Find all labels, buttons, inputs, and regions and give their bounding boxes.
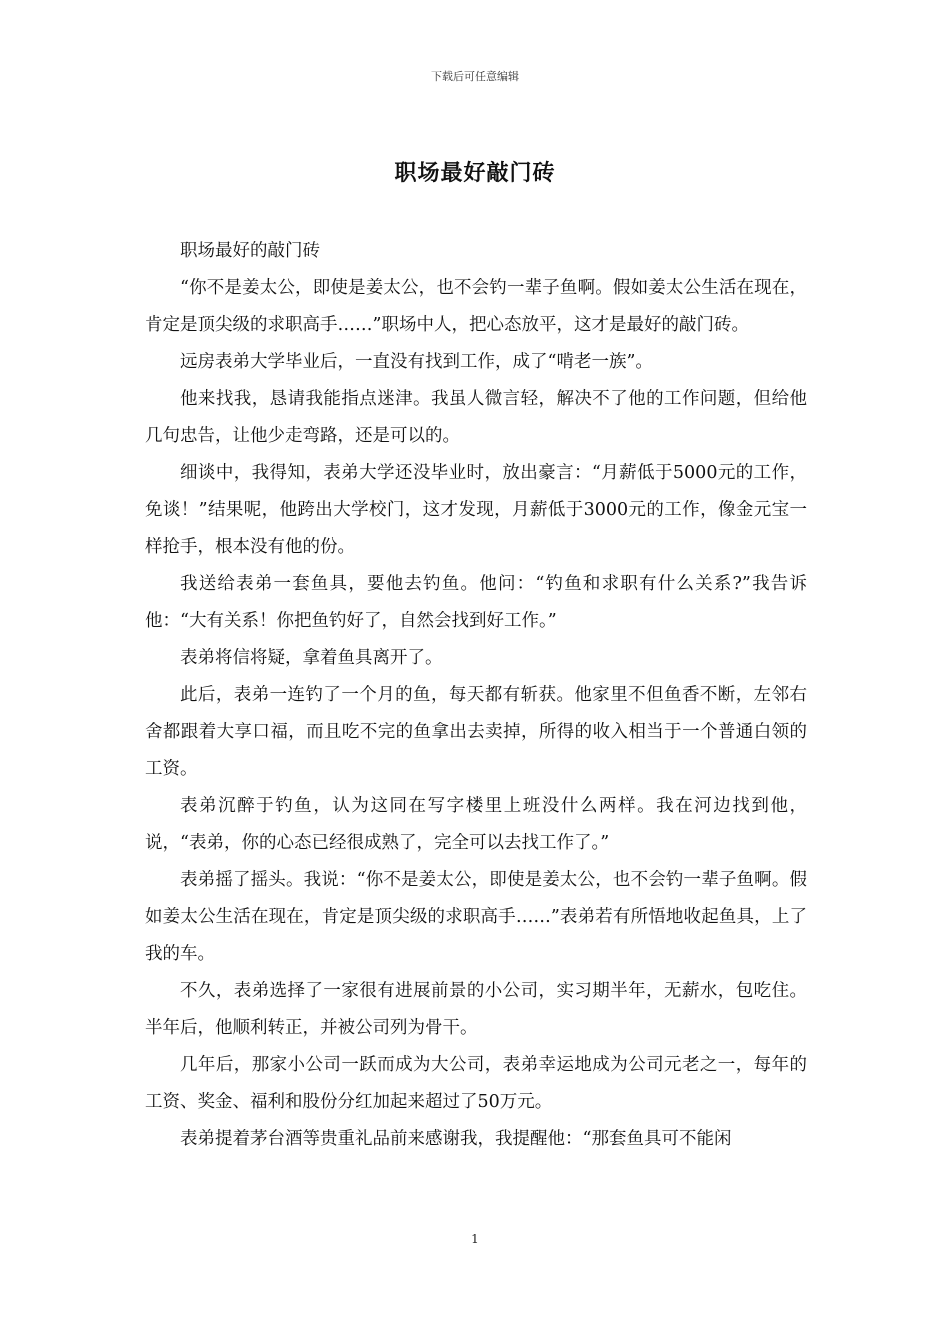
paragraph: 职场最好的敲门砖 <box>180 241 320 261</box>
paragraph: 表弟提着茅台酒等贵重礼品前来感谢我，我提醒他：“那套鱼具可不能闲 <box>180 1129 732 1149</box>
header-note: 下载后可任意编辑 <box>431 70 519 83</box>
paragraph: 远房表弟大学毕业后，一直没有找到工作，成了“啃老一族”。 <box>180 352 653 372</box>
paragraph: 几年后，那家小公司一跃而成为大公司，表弟幸运地成为公司元老之一，每年的工资、奖金、福利和股份分红加起来超过了50万元。 <box>145 1055 807 1112</box>
paragraph: 此后，表弟一连钓了一个月的鱼，每天都有斩获。他家里不但鱼香不断，左邻右舍都跟着大享口福，而且吃不完的鱼拿出去卖掉，所得的收入相当于一个普通白领的工资。 <box>145 685 807 779</box>
document-title: 职场最好敲门砖 <box>394 160 556 186</box>
paragraph: 表弟摇了摇头。我说：“你不是姜太公，即使是姜太公，也不会钓一辈子鱼啊。假如姜太公生活在现在，肯定是顶尖级的求职高手……”表弟若有所悟地收起鱼具，上了我的车。 <box>145 870 807 964</box>
paragraph: 表弟沉醉于钓鱼，认为这同在写字楼里上班没什么两样。我在河边找到他，说，“表弟，你的心态已经很成熟了，完全可以去找工作了。” <box>145 796 807 853</box>
paragraph: 不久，表弟选择了一家很有进展前景的小公司，实习期半年，无薪水，包吃住。半年后，他顺利转正，并被公司列为骨干。 <box>145 981 807 1038</box>
paragraph: 表弟将信将疑，拿着鱼具离开了。 <box>180 648 443 668</box>
paragraph: 他来找我，恳请我能指点迷津。我虽人微言轻，解决不了他的工作问题，但给他几句忠告，让他少走弯路，还是可以的。 <box>145 389 807 446</box>
paragraph: 我送给表弟一套鱼具，要他去钓鱼。他问：“钓鱼和求职有什么关系?”我告诉他：“大有关系！你把鱼钓好了，自然会找到好工作。” <box>145 574 807 631</box>
document-body <box>145 233 807 1158</box>
page-number: 1 <box>471 1232 479 1246</box>
paragraph: 细谈中，我得知，表弟大学还没毕业时，放出豪言：“月薪低于5000元的工作，免谈！”结果呢，他跨出大学校门，这才发现，月薪低于3000元的工作，像金元宝一样抢手，根本没有他的份。 <box>145 463 807 557</box>
paragraph: “你不是姜太公，即使是姜太公，也不会钓一辈子鱼啊。假如姜太公生活在现在，肯定是顶尖级的求职高手……”职场中人，把心态放平，这才是最好的敲门砖。 <box>145 278 807 335</box>
